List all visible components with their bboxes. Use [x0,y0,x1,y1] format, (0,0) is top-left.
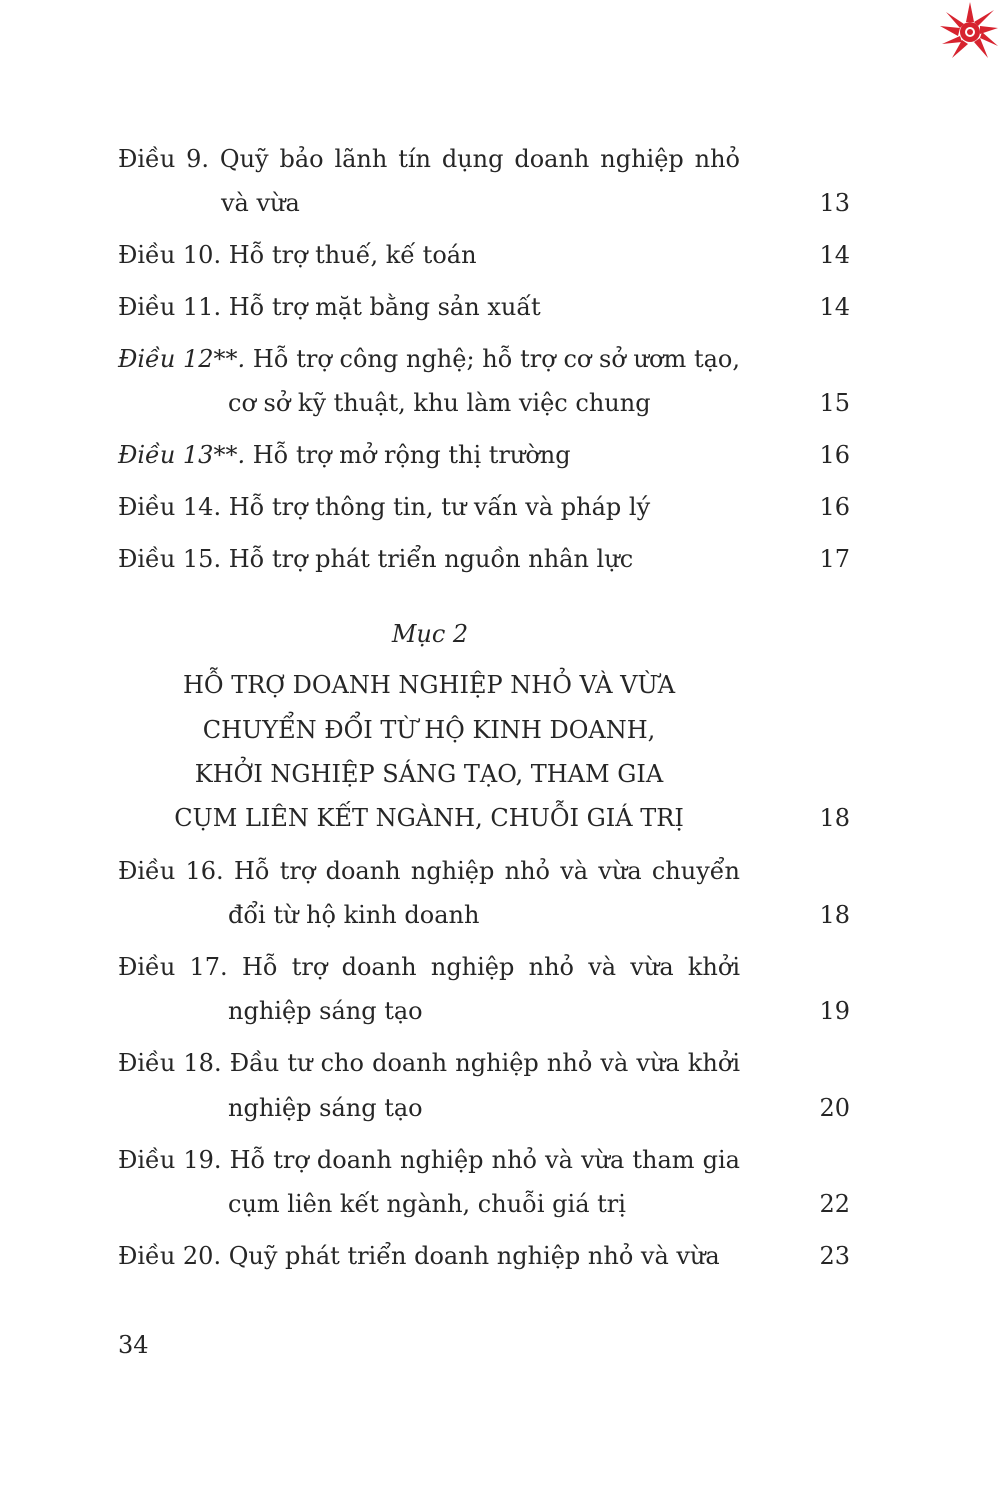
section-label: Mục 2 [391,620,469,648]
toc-entry-dieu-17 [118,952,740,982]
toc-entry-dieu-19 [118,1145,740,1175]
section-title-line: KHỞI NGHIỆP SÁNG TẠO, THAM GIA [194,760,664,788]
entry-title: Hỗ trợ doanh nghiệp nhỏ và vừa khởi [241,953,740,981]
entry-title: Quỹ phát triển doanh nghiệp nhỏ và vừa [228,1242,720,1270]
entry-title: Hỗ trợ công nghệ; hỗ trợ cơ sở ươm tạo, [252,345,740,373]
entry-title: Quỹ bảo lãnh tín dụng doanh nghiệp nhỏ [219,145,740,173]
section-title-line: HỖ TRỢ DOANH NGHIỆP NHỎ VÀ VỪA [182,671,676,699]
entry-title: Hỗ trợ phát triển nguồn nhân lực [228,545,634,573]
page-number: 34 [118,1331,149,1359]
entry-label: Điều 10. [118,241,222,269]
toc-entry-dieu-16 [118,856,740,886]
entry-title-continued: nghiệp sáng tạo [228,1094,423,1122]
toc-entry-dieu-13 [118,440,571,470]
entry-page-number: 14 [819,241,850,269]
toc-entry-dieu-9 [118,144,740,174]
entry-label: Điều 11. [118,293,222,321]
section-title-line: CHUYỂN ĐỔI TỪ HỘ KINH DOANH, [202,716,656,744]
entry-title: Đầu tư cho doanh nghiệp nhỏ và vừa khởi [229,1049,740,1077]
entry-page-number: 16 [819,493,850,521]
entry-label: Điều 12**. [118,345,246,373]
toc-entry-dieu-11 [118,292,541,322]
entry-page-number: 18 [819,901,850,929]
entry-page-number: 19 [819,997,850,1025]
toc-entry-dieu-18 [118,1048,740,1078]
toc-entry-dieu-15 [118,544,633,574]
entry-label: Điều 16. [118,857,224,885]
entry-title: Hỗ trợ thông tin, tư vấn và pháp lý [228,493,651,521]
entry-title: Hỗ trợ mở rộng thị trường [252,441,571,469]
entry-page-number: 14 [819,293,850,321]
entry-label: Điều 19. [118,1146,222,1174]
toc-entry-dieu-14 [118,492,650,522]
section-title-line: CỤM LIÊN KẾT NGÀNH, CHUỖI GIÁ TRỊ [174,804,684,832]
publisher-logo-icon [936,0,1000,64]
section-page-number: 18 [819,804,850,832]
entry-title: Hỗ trợ doanh nghiệp nhỏ và vừa tham gia [229,1146,740,1174]
entry-page-number: 15 [819,389,850,417]
entry-title-continued: và vừa [221,189,300,217]
entry-title-continued: cơ sở kỹ thuật, khu làm việc chung [228,389,651,417]
entry-page-number: 17 [819,545,850,573]
entry-title: Hỗ trợ mặt bằng sản xuất [228,293,541,321]
entry-label: Điều 20. [118,1242,222,1270]
entry-page-number: 13 [819,189,850,217]
entry-label: Điều 18. [118,1049,222,1077]
entry-label: Điều 15. [118,545,222,573]
entry-page-number: 22 [819,1190,850,1218]
entry-label: Điều 17. [118,953,228,981]
toc-entry-dieu-10 [118,240,477,270]
entry-title-continued: nghiệp sáng tạo [228,997,423,1025]
toc-entry-dieu-12 [118,344,740,374]
entry-title: Hỗ trợ doanh nghiệp nhỏ và vừa chuyển [233,857,741,885]
entry-page-number: 23 [819,1242,850,1270]
entry-title-continued: cụm liên kết ngành, chuỗi giá trị [228,1190,626,1218]
entry-title: Hỗ trợ thuế, kế toán [228,241,477,269]
entry-label: Điều 14. [118,493,222,521]
entry-title-continued: đổi từ hộ kinh doanh [228,901,480,929]
entry-label: Điều 13**. [118,441,246,469]
entry-label: Điều 9. [118,145,210,173]
entry-page-number: 16 [819,441,850,469]
toc-entry-dieu-20 [118,1241,720,1271]
entry-page-number: 20 [819,1094,850,1122]
